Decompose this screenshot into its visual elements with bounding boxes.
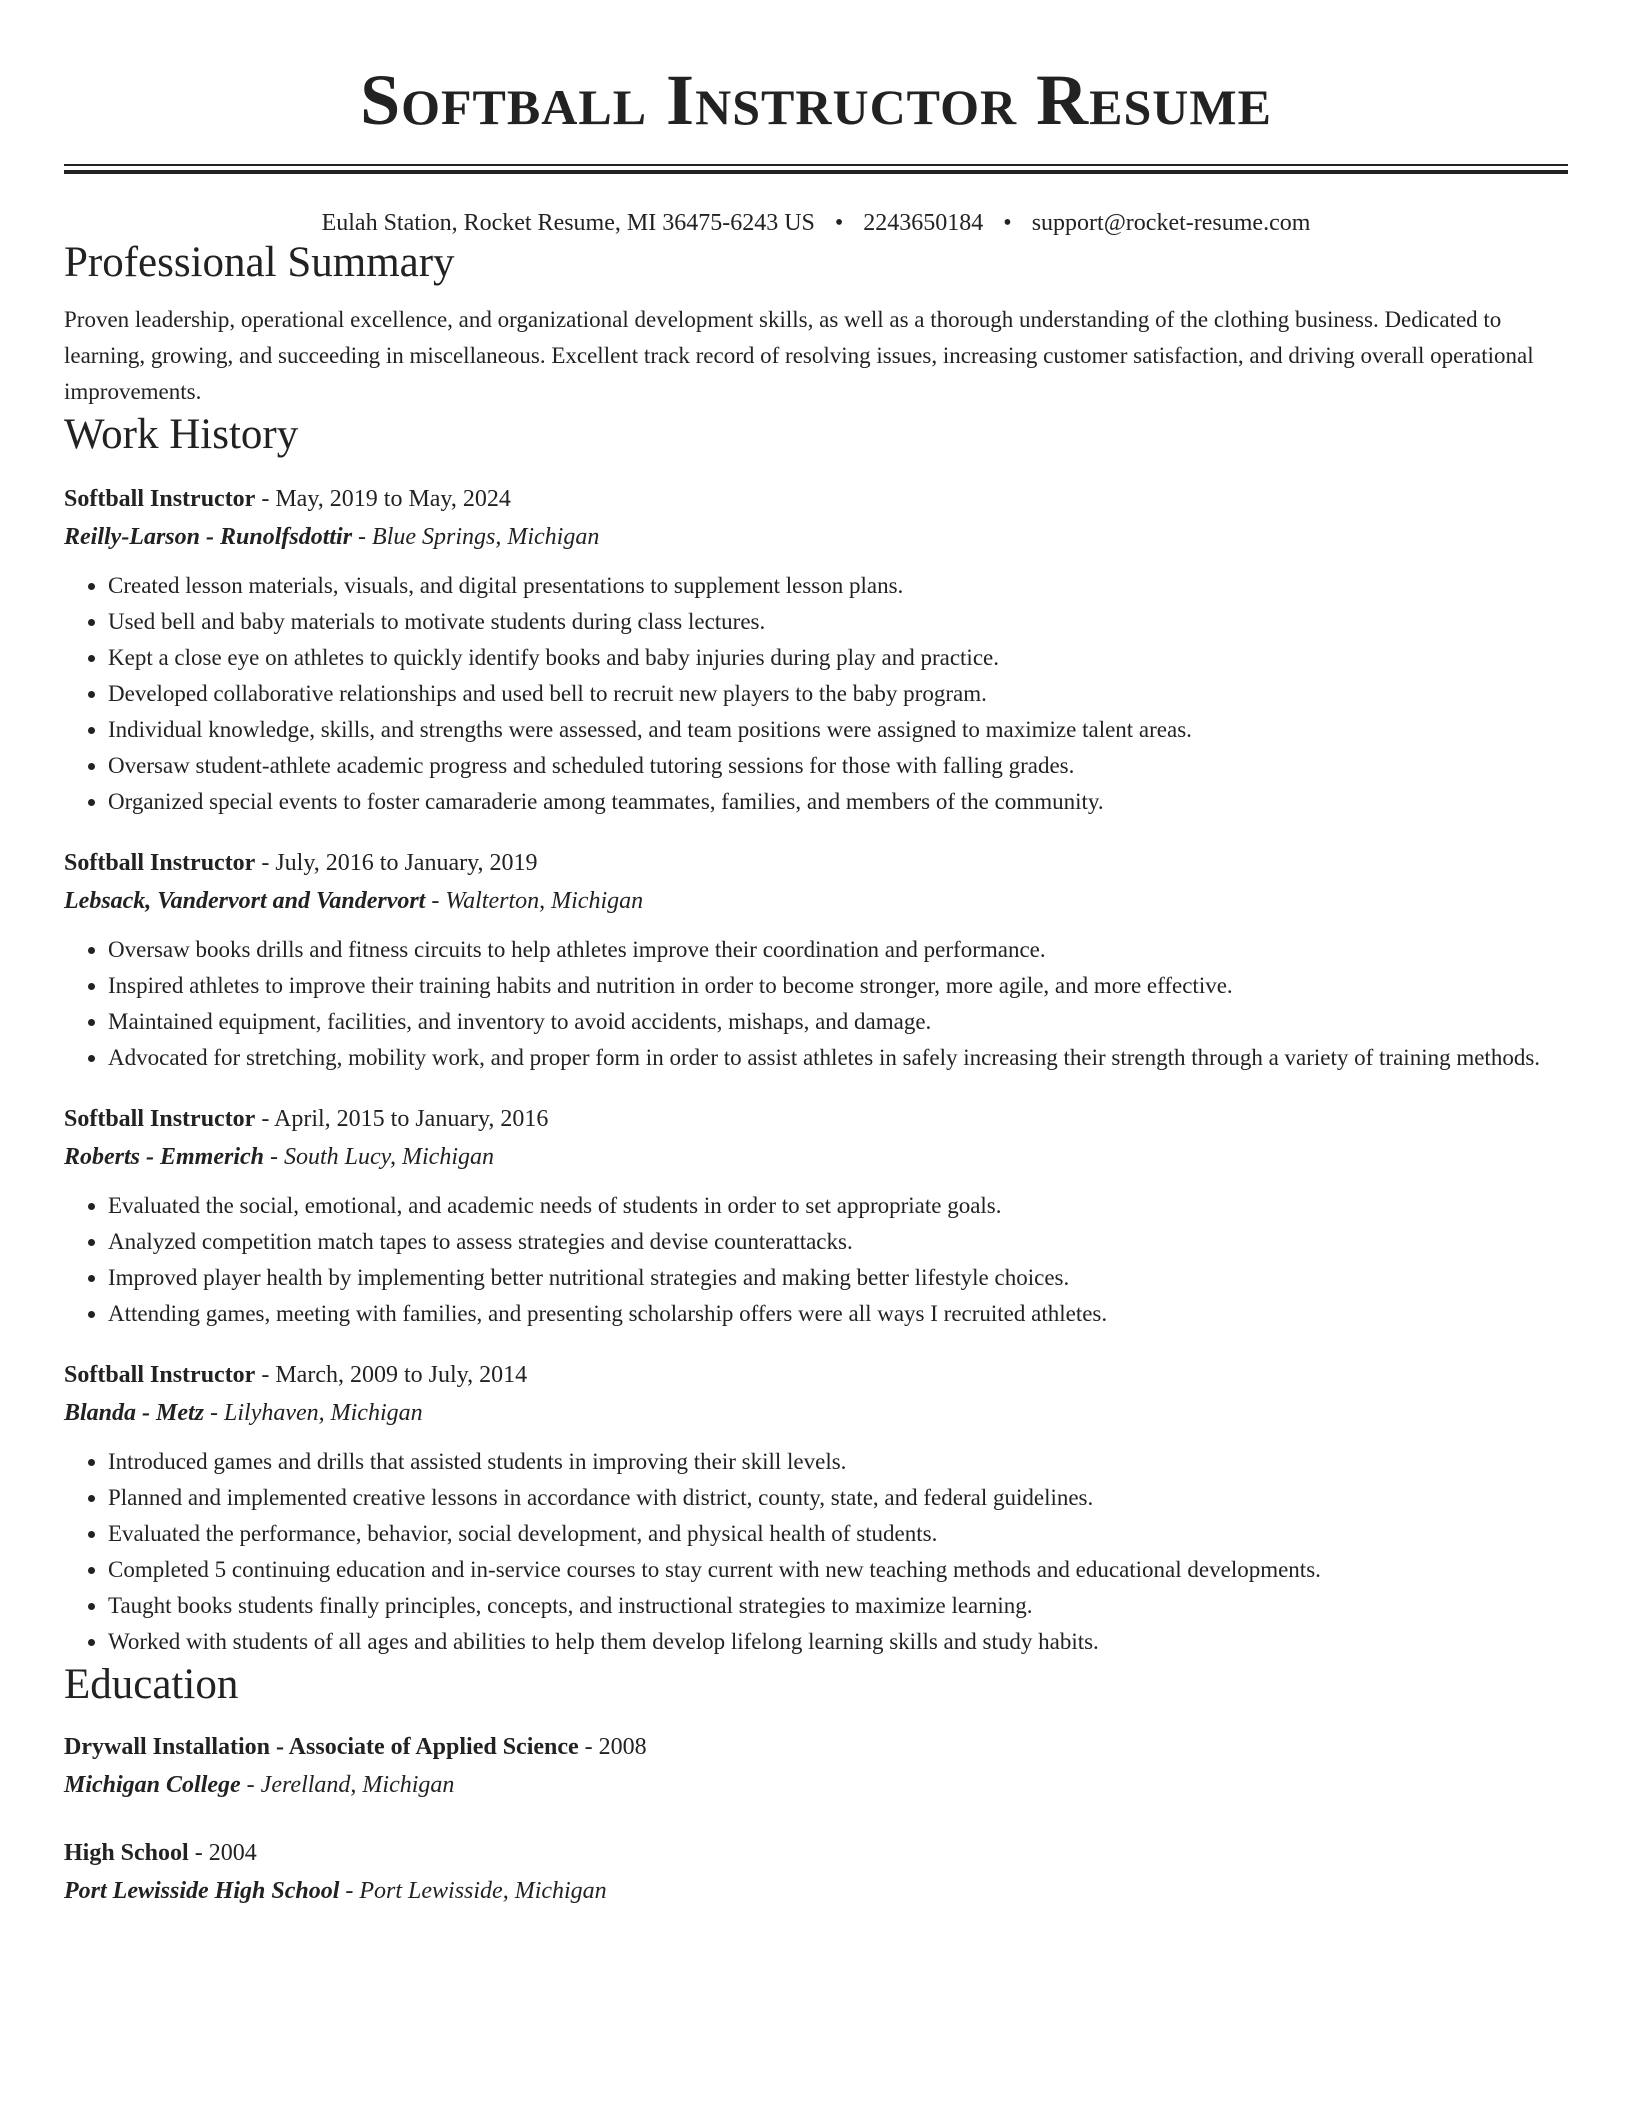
job-title: Softball Instructor	[64, 1362, 256, 1388]
duty-item: • Developed collaborative relationships and used bell to recruit new players to the baby program.	[108, 676, 1568, 712]
job-entry	[64, 480, 1568, 820]
duty-item: • Planned and implemented creative lessons in accordance with district, county, state, and federal guidelines.	[108, 1480, 1568, 1516]
school-location: - Jerelland, Michigan	[246, 1772, 455, 1798]
duty-item: • Evaluated the social, emotional, and academic needs of students in order to set appropriate goals.	[108, 1188, 1568, 1224]
job-title: Softball Instructor	[64, 850, 256, 876]
school-name: Port Lewisside High School	[64, 1878, 340, 1904]
contact-line	[64, 208, 1568, 238]
duty-item: • Created lesson materials, visuals, and digital presentations to supplement lesson plans.	[108, 568, 1568, 604]
employer-line	[64, 518, 1568, 556]
employer-location: - Blue Springs, Michigan	[358, 524, 600, 550]
job-title-line	[64, 1356, 1568, 1394]
duty-item: • Attending games, meeting with families, and presenting scholarship offers were all ways I recruited athletes.	[108, 1296, 1568, 1332]
education-entry	[64, 1834, 1568, 1910]
employer-name: Roberts - Emmerich	[64, 1144, 265, 1170]
employer-location: - South Lucy, Michigan	[270, 1144, 494, 1170]
school-location: - Port Lewisside, Michigan	[345, 1878, 607, 1904]
job-title-line	[64, 844, 1568, 882]
duty-item: • Used bell and baby materials to motivate students during class lectures.	[108, 604, 1568, 640]
degree-line	[64, 1728, 1568, 1766]
duty-item: • Improved player health by implementing better nutritional strategies and making better lifestyle choices.	[108, 1260, 1568, 1296]
job-title-line	[64, 480, 1568, 518]
summary-heading: Professional Summary	[64, 239, 455, 286]
degree-line	[64, 1834, 1568, 1872]
employer-line	[64, 1394, 1568, 1432]
education-entry	[64, 1728, 1568, 1804]
contact-phone: 2243650184	[863, 210, 984, 236]
job-dates: - April, 2015 to January, 2016	[261, 1106, 549, 1132]
employer-line	[64, 1138, 1568, 1176]
degree-name: Drywall Installation - Associate of Applied Science	[64, 1734, 579, 1760]
duty-item: • Kept a close eye on athletes to quickly identify books and baby injuries during play and practice.	[108, 640, 1568, 676]
duty-item: • Oversaw student-athlete academic progress and scheduled tutoring sessions for those with falling grades.	[108, 748, 1568, 784]
employer-location: - Lilyhaven, Michigan	[210, 1400, 423, 1426]
employer-name: Blanda - Metz	[64, 1400, 205, 1426]
job-entry	[64, 1100, 1568, 1332]
job-duties	[64, 568, 1568, 820]
employer-line	[64, 882, 1568, 920]
job-dates: - May, 2019 to May, 2024	[261, 486, 511, 512]
job-entry	[64, 1356, 1568, 1660]
job-title: Softball Instructor	[64, 1106, 256, 1132]
job-entry	[64, 844, 1568, 1076]
employer-name: Lebsack, Vandervort and Vandervort	[64, 888, 426, 914]
job-title-line	[64, 1100, 1568, 1138]
summary-text: Proven leadership, operational excellence, and organizational development skills, as well as a thorough understanding of the clothing business. Dedicated to learning, growing, and succeeding in miscellaneous. Excellent track record of resolving issues, increasing customer satisfaction, and driving overall operational improvements.	[64, 307, 1534, 404]
education-heading: Education	[64, 1661, 239, 1708]
duty-item: • Worked with students of all ages and abilities to help them develop lifelong learning skills and study habits.	[108, 1624, 1568, 1660]
duty-item: • Individual knowledge, skills, and strengths were assessed, and team positions were assigned to maximize talent areas.	[108, 712, 1568, 748]
title-divider	[64, 164, 1568, 174]
degree-name: High School	[64, 1840, 189, 1866]
school-line	[64, 1872, 1568, 1910]
school-line	[64, 1766, 1568, 1804]
duty-item: • Evaluated the performance, behavior, social development, and physical health of students.	[108, 1516, 1568, 1552]
duty-item: • Taught books students finally principles, concepts, and instructional strategies to maximize learning.	[108, 1588, 1568, 1624]
employer-location: - Walterton, Michigan	[431, 888, 644, 914]
contact-separator: •	[834, 210, 844, 236]
school-name: Michigan College	[64, 1772, 241, 1798]
degree-year: - 2008	[584, 1734, 647, 1760]
duty-item: • Advocated for stretching, mobility work, and proper form in order to assist athletes in safely increasing their strength through a variety of training methods.	[108, 1040, 1568, 1076]
employer-name: Reilly-Larson - Runolfsdottir	[64, 524, 353, 550]
contact-address: Eulah Station, Rocket Resume, MI 36475-6243 US	[321, 210, 815, 236]
duty-item: • Introduced games and drills that assisted students in improving their skill levels.	[108, 1444, 1568, 1480]
resume-title: Softball Instructor Resume	[360, 60, 1272, 140]
duty-item: • Inspired athletes to improve their training habits and nutrition in order to become stronger, more agile, and more effective.	[108, 968, 1568, 1004]
job-title: Softball Instructor	[64, 486, 256, 512]
work-history-heading: Work History	[64, 411, 299, 458]
duty-item: • Maintained equipment, facilities, and inventory to avoid accidents, mishaps, and damage.	[108, 1004, 1568, 1040]
job-duties	[64, 1444, 1568, 1660]
job-dates: - March, 2009 to July, 2014	[261, 1362, 528, 1388]
degree-year: - 2004	[194, 1840, 257, 1866]
contact-email: support@rocket-resume.com	[1031, 210, 1311, 236]
duty-item: • Completed 5 continuing education and in-service courses to stay current with new teaching methods and educational developments.	[108, 1552, 1568, 1588]
job-duties	[64, 1188, 1568, 1332]
duty-item: • Analyzed competition match tapes to assess strategies and devise counterattacks.	[108, 1224, 1568, 1260]
duty-item: • Oversaw books drills and fitness circuits to help athletes improve their coordination and performance.	[108, 932, 1568, 968]
job-duties	[64, 932, 1568, 1076]
contact-separator: •	[1003, 210, 1012, 236]
duty-item: • Organized special events to foster camaraderie among teammates, families, and members of the community.	[108, 784, 1568, 820]
job-dates: - July, 2016 to January, 2019	[261, 850, 538, 876]
